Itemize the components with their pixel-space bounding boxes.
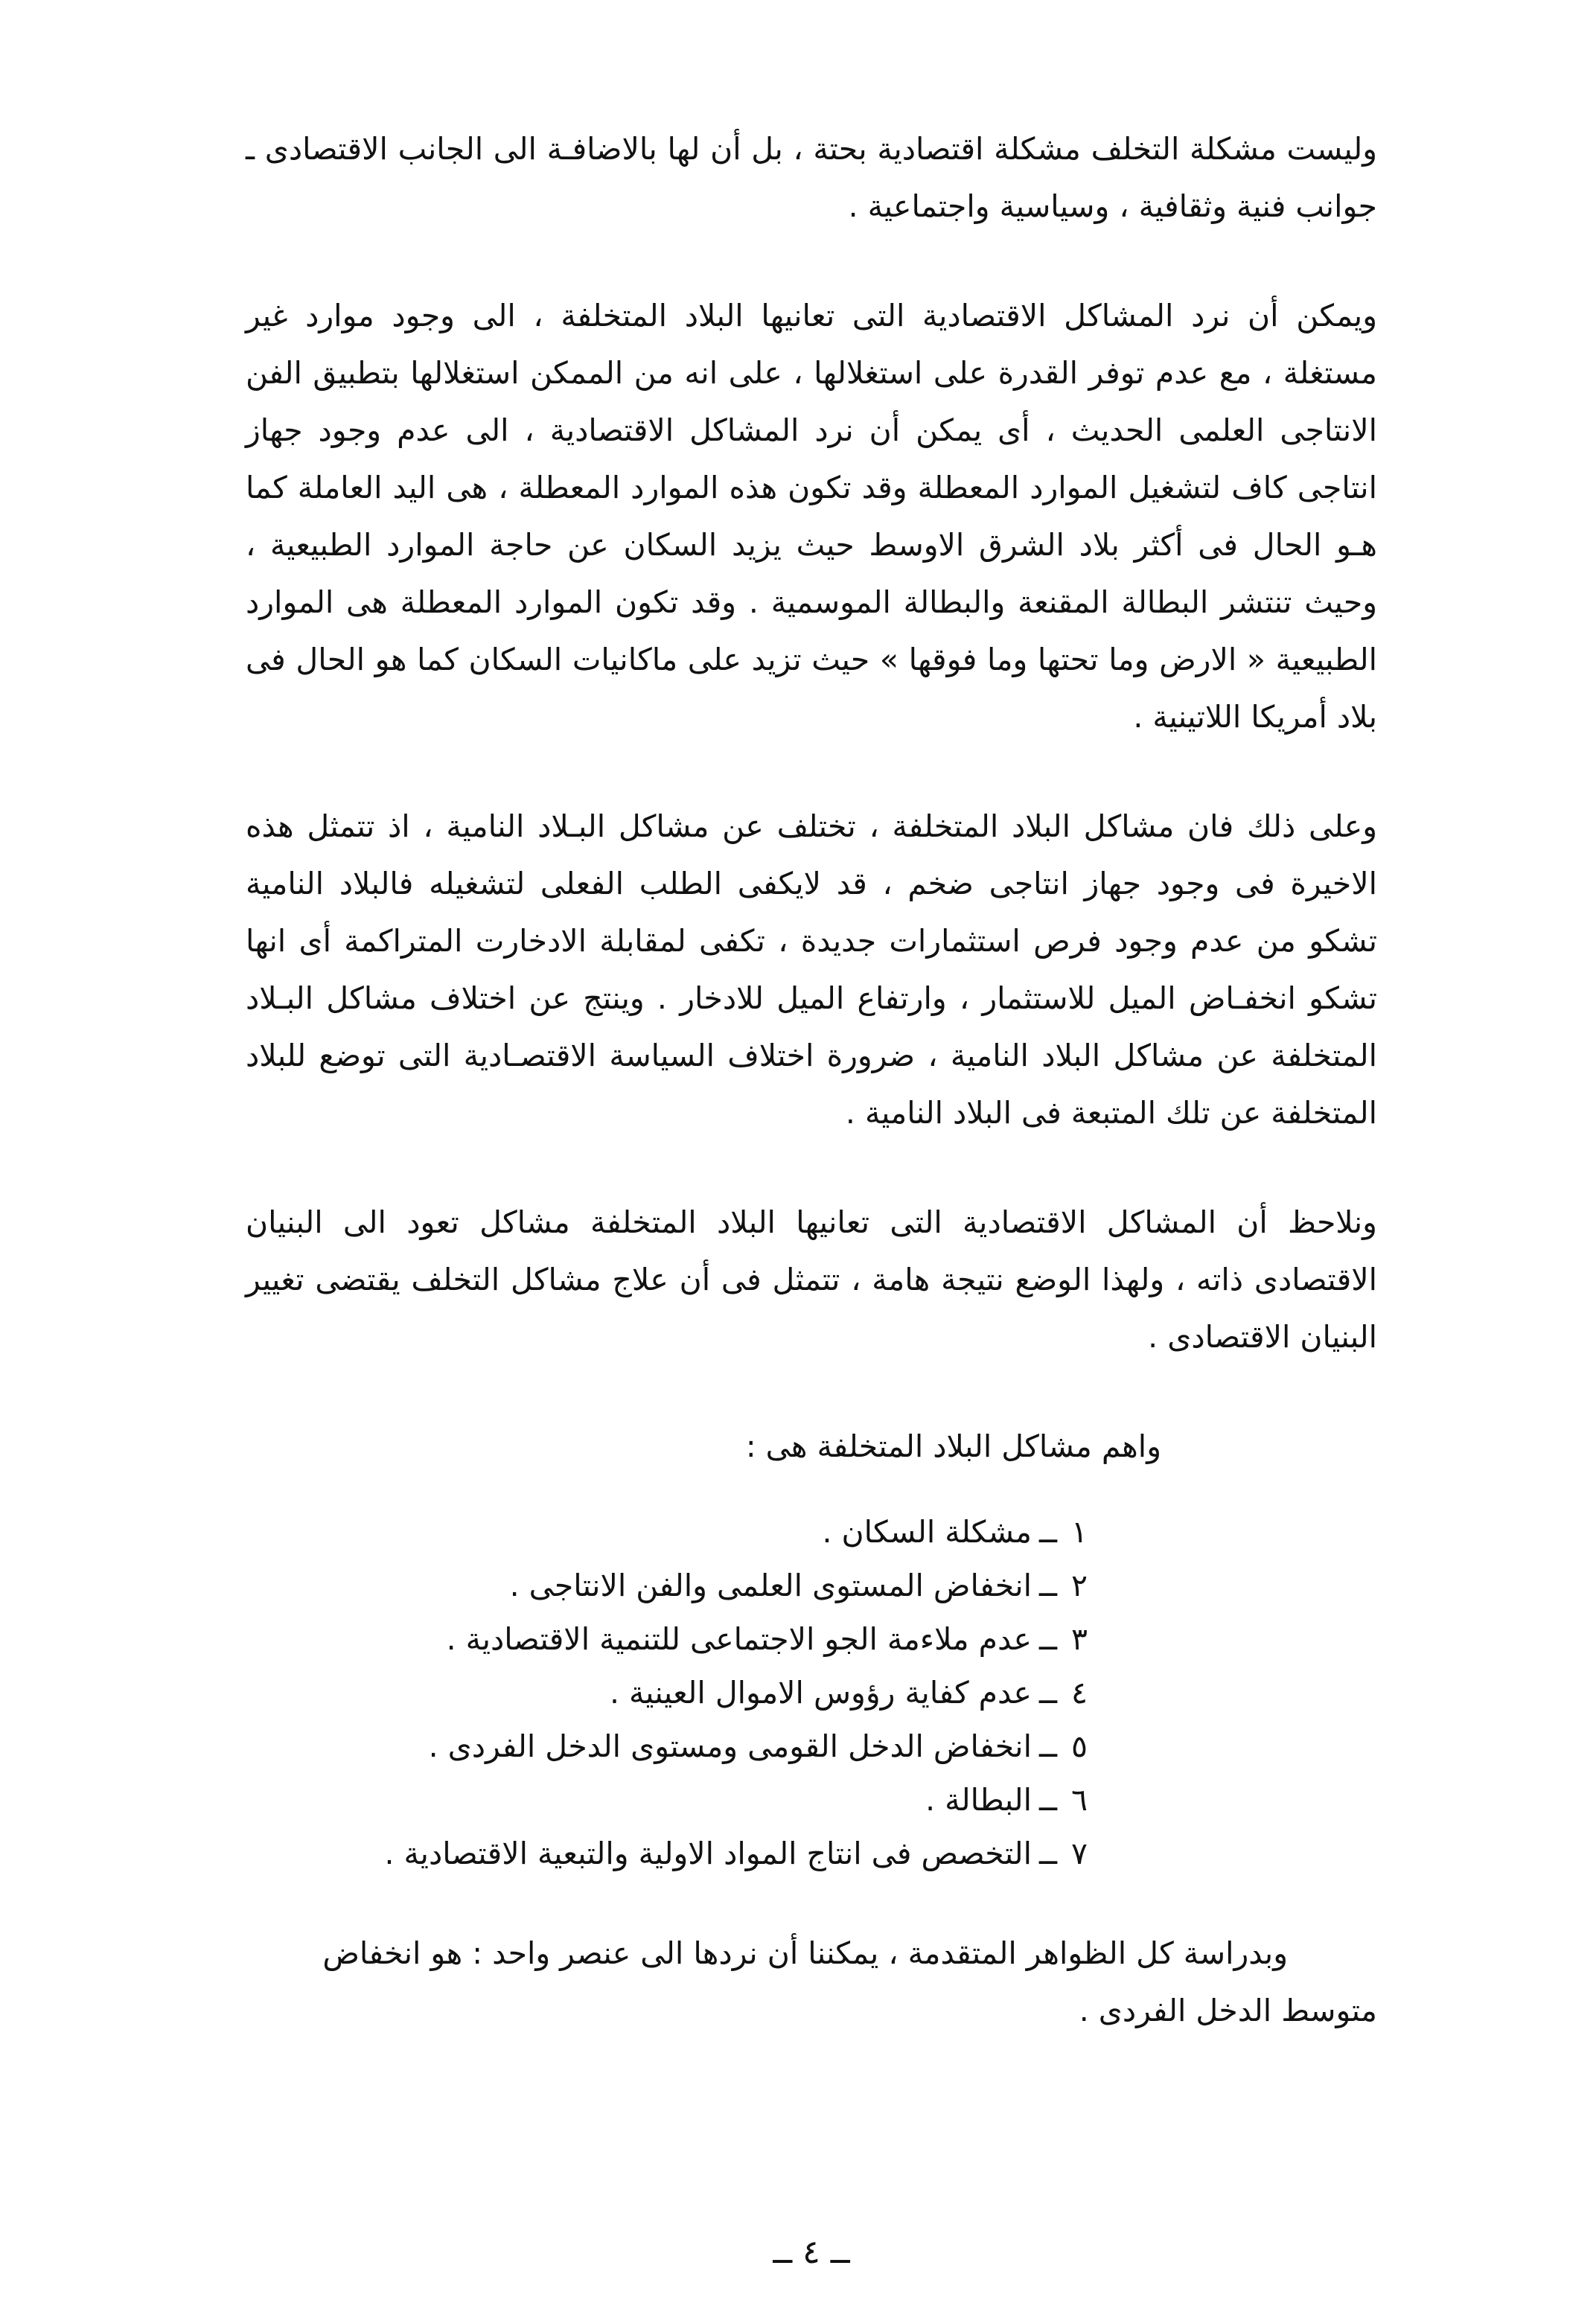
page-number: ــ ٤ ــ (773, 2233, 850, 2271)
list-item-text: التخصص فى انتاج المواد الاولية والتبعية الاقتصادية . (384, 1836, 1032, 1871)
list-item-number: ٣ (1070, 1621, 1088, 1657)
document-page (246, 112, 1377, 2270)
list-item-number: ٦ (1070, 1782, 1088, 1818)
paragraph-3: وعلى ذلك فان مشاكل البلاد المتخلفة ، تختلف عن مشاكل البـلاد النامية ، اذ تتمثل هذه الاخيرة فى وجود جهاز انتاجى ضخم ، قد لايكفى الطلب الفعلى لتشغيله فالبلاد النامية تشكو من عدم وجود فرص استثمارات جديدة ، تكفى لمقابلة الادخارت المتراكمة أى انها تشكو انخفـاض الميل للاستثمار ، وارتفاع الميل للادخار . وينتج عن اختلاف مشاكل البـلاد المتخلفة عن مشاكل البلاد النامية ، ضرورة اختلاف السياسة الاقتصـادية التى توضع للبلاد المتخلفة عن تلك المتبعة فى البلاد النامية . (246, 808, 1377, 1131)
list-item (246, 1719, 1094, 1773)
list-item (246, 1666, 1094, 1719)
list-item-number: ٧ (1070, 1836, 1088, 1871)
list-item-number: ٤ (1070, 1675, 1088, 1711)
list-item-text: انخفاض المستوى العلمى والفن الانتاجى . (509, 1568, 1032, 1603)
list-item-dash: ــ (1038, 1836, 1058, 1871)
paragraph-4: ونلاحظ أن المشاكل الاقتصادية التى تعانيها البلاد المتخلفة مشاكل تعود الى البنيان الاقتصادى ذاته ، ولهذا الوضع نتيجة هامة ، تتمثل فى أن علاج مشاكل التخلف يقتضى تغيير البنيان الاقتصادى . (246, 1204, 1377, 1355)
list-intro: واهم مشاكل البلاد المتخلفة هى : (745, 1428, 1161, 1464)
closing-paragraph: وبدراسة كل الظواهر المتقدمة ، يمكننا أن نردها الى عنصر واحد : هو انخفاض متوسط الدخل الفردى . (322, 1935, 1377, 2028)
paragraph-1: وليست مشكلة التخلف مشكلة اقتصادية بحتة ، بل أن لها بالاضافـة الى الجانب الاقتصادى ـ جوانب فنية وثقافية ، وسياسية واجتماعية . (246, 131, 1377, 224)
list-item-number: ١ (1070, 1514, 1088, 1550)
list-item-dash: ــ (1038, 1568, 1058, 1603)
list-item-text: انخفاض الدخل القومى ومستوى الدخل الفردى . (428, 1728, 1032, 1764)
list-item-dash: ــ (1038, 1514, 1058, 1550)
list-item-number: ٥ (1070, 1728, 1088, 1764)
list-item (246, 1773, 1094, 1827)
list-item-text: عدم ملاءمة الجو الاجتماعى للتنمية الاقتصادية . (446, 1621, 1032, 1657)
list-item-dash: ــ (1038, 1621, 1058, 1657)
list-item-number: ٢ (1070, 1568, 1088, 1603)
list-item-text: عدم كفاية رؤوس الاموال العينية . (609, 1675, 1032, 1711)
list-item (246, 1559, 1094, 1612)
list-item-dash: ــ (1038, 1782, 1058, 1818)
list-item (246, 1827, 1094, 1880)
list-item-dash: ــ (1038, 1728, 1058, 1764)
list-item (246, 1612, 1094, 1666)
problems-list (246, 1505, 1377, 1880)
list-item-dash: ــ (1038, 1675, 1058, 1711)
paragraph-2: ويمكن أن نرد المشاكل الاقتصادية التى تعانيها البلاد المتخلفة ، الى وجود موارد غير مستغلة ، مع عدم توفر القدرة على استغلالها ، على انه من الممكن استغلالها بتطبيق الفن الانتاجى العلمى الحديث ، أى يمكن أن نرد المشاكل الاقتصادية ، الى عدم وجود جهاز انتاجى كاف لتشغيل الموارد المعطلة وقد تكون هذه الموارد المعطلة ، هى اليد العاملة كما هـو الحال فى أكثر بلاد الشرق الاوسط حيث يزيد السكان عن حاجة الموارد الطبيعية ، وحيث تنتشر البطالة المقنعة والبطالة الموسمية . وقد تكون الموارد المعطلة هى الموارد الطبيعية « الارض وما تحتها وما فوقها » حيث تزيد على ماكانيات السكان كما هو الحال فى بلاد أمريكا اللاتينية . (246, 298, 1377, 735)
list-item-text: البطالة . (925, 1782, 1032, 1818)
list-item-text: مشكلة السكان . (822, 1514, 1032, 1550)
list-item (246, 1505, 1094, 1559)
